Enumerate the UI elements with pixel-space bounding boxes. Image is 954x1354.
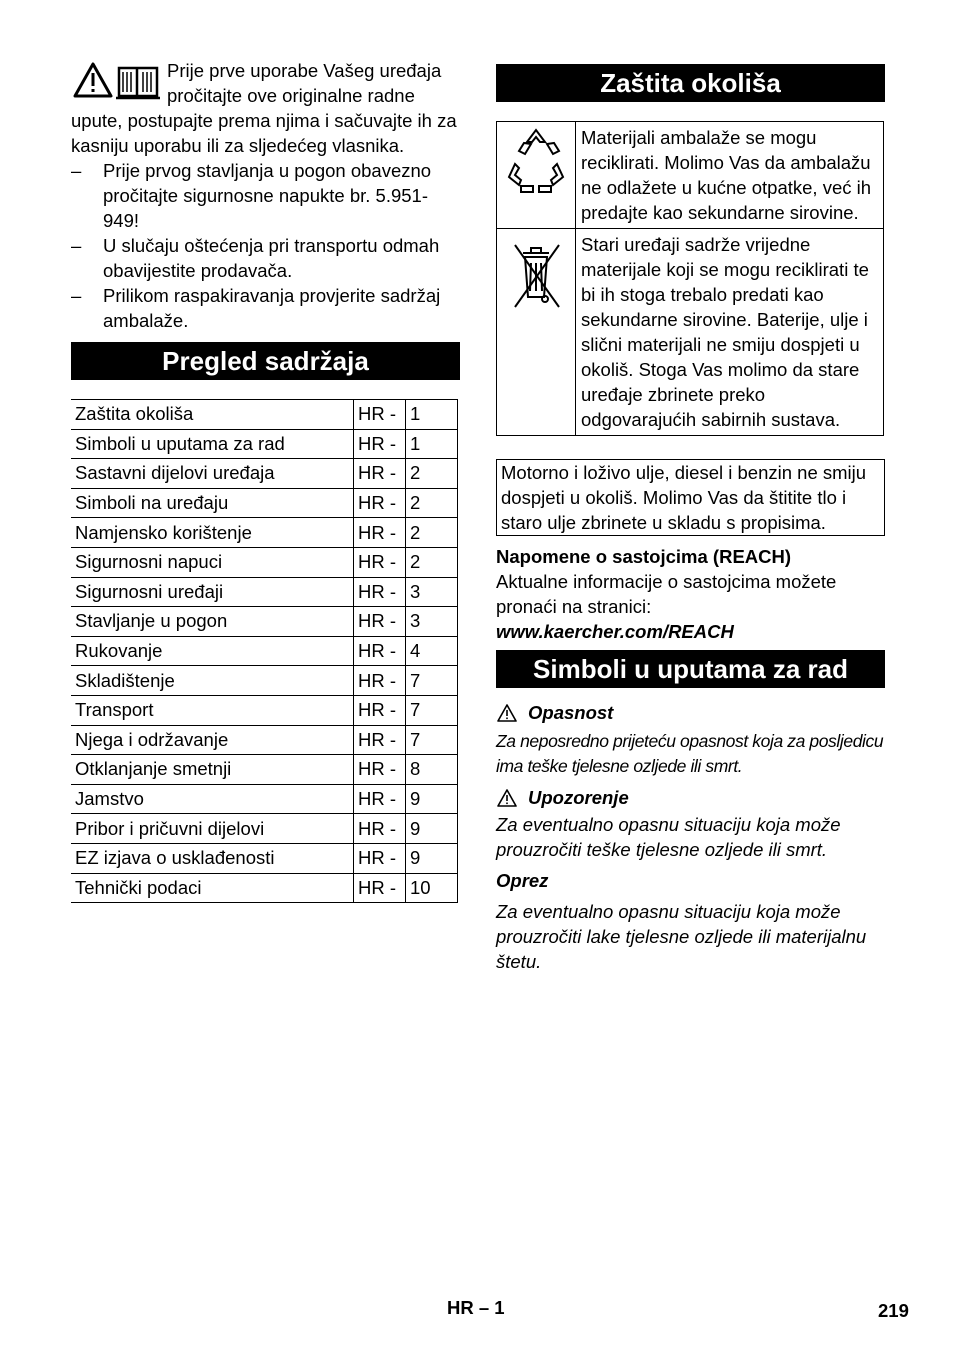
toc-prefix: HR - [354, 843, 406, 873]
toc-row [71, 695, 458, 725]
toc-row [71, 547, 458, 577]
intro-bullets [71, 158, 460, 333]
toc-page: 7 [406, 695, 458, 725]
toc-prefix: HR - [354, 429, 406, 459]
reach-link[interactable]: www.kaercher.com/REACH [496, 621, 734, 642]
toc-prefix: HR - [354, 518, 406, 548]
toc-row [71, 725, 458, 755]
toc-page: 8 [406, 755, 458, 785]
weee-text: Stari uređaji sadrže vrijedne materijale koji se mogu reciklirati te bi ih stoga trebalo predati kao sekundarne sirovine. Baterije, ulje i slični materijali ne smiju dospjeti u okoliš. Stoga Vas molimo da stare uređaje zbrinete preko odgovarajućih sabirnih sustava. [576, 229, 884, 436]
recycle-text: Materijali ambalaže se mogu reciklirati. Molimo Vas da ambalažu ne odlažete u kućne otpatke, već ih predajte kao sekundarne sirovine. [576, 122, 884, 229]
toc-label: Transport [71, 695, 354, 725]
environment-heading: Zaštita okoliša [496, 64, 885, 102]
list-item: – Prije prvog stavljanja u pogon obavezno pročitajte sigurnosne napukte br. 5.951-949! [71, 160, 432, 231]
toc-label: Jamstvo [71, 784, 354, 814]
toc-label: EZ izjava o usklađenosti [71, 843, 354, 873]
environment-table [496, 121, 884, 436]
toc-label: Njega i održavanje [71, 725, 354, 755]
caution-heading: Oprez [496, 870, 549, 891]
toc-label: Sastavni dijelovi uređaja [71, 459, 354, 489]
toc-page: 9 [406, 843, 458, 873]
toc-row [71, 459, 458, 489]
toc-label: Simboli u uputama za rad [71, 429, 354, 459]
symbols-heading: Simboli u uputama za rad [496, 650, 885, 688]
recycle-icon [497, 122, 575, 202]
reach-heading: Napomene o sastojcima (REACH) [496, 546, 792, 567]
toc-prefix: HR - [354, 577, 406, 607]
toc-row [71, 843, 458, 873]
intro-paragraph [71, 58, 460, 158]
toc-prefix: HR - [354, 459, 406, 489]
intro-icons [71, 58, 163, 108]
toc-row [71, 400, 458, 430]
warning-triangle-icon [496, 703, 518, 723]
toc-prefix: HR - [354, 725, 406, 755]
toc-label: Skladištenje [71, 666, 354, 696]
table-row [497, 229, 884, 436]
toc-page: 9 [406, 784, 458, 814]
page-number: 219 [878, 1300, 909, 1321]
toc-prefix: HR - [354, 636, 406, 666]
toc-row [71, 873, 458, 903]
toc-prefix: HR - [354, 666, 406, 696]
danger-heading: Opasnost [496, 700, 885, 725]
warning-triangle-icon [496, 788, 518, 808]
toc-page: 4 [406, 636, 458, 666]
intro-text: Prije prve uporabe Vašeg uređaja pročitajte ove originalne radne upute, postupajte prema njima i sačuvajte ih za kasniju uporabu ili za sljedećeg vlasnika. [71, 60, 457, 156]
toc-page: 1 [406, 400, 458, 430]
toc-row [71, 518, 458, 548]
recycle-icon-cell [497, 122, 576, 229]
toc-prefix: HR - [354, 488, 406, 518]
toc-row [71, 429, 458, 459]
toc-prefix: HR - [354, 755, 406, 785]
weee-icon-cell [497, 229, 576, 436]
toc-label: Simboli na uređaju [71, 488, 354, 518]
toc-row [71, 814, 458, 844]
table-row [497, 122, 884, 229]
toc-table [71, 399, 458, 903]
toc-prefix: HR - [354, 400, 406, 430]
toc-page: 2 [406, 459, 458, 489]
toc-page: 7 [406, 666, 458, 696]
toc-label: Pribor i pričuvni dijelovi [71, 814, 354, 844]
toc-label: Stavljanje u pogon [71, 607, 354, 637]
toc-page: 2 [406, 488, 458, 518]
toc-label: Zaštita okoliša [71, 400, 354, 430]
toc-row [71, 755, 458, 785]
list-item: – Prilikom raspakiravanja provjerite sadržaj ambalaže. [71, 285, 441, 331]
toc-prefix: HR - [354, 547, 406, 577]
toc-page: 10 [406, 873, 458, 903]
caution-text: Za eventualno opasnu situaciju koja može prouzročiti lake tjelesne ozljede ili materijalnu štetu. [496, 901, 867, 972]
danger-text: Za neposredno prijeteću opasnost koja za posljedicu ima teške tjelesne ozljede ili smrt. [496, 731, 884, 776]
toc-page: 7 [406, 725, 458, 755]
toc-label: Sigurnosni uređaji [71, 577, 354, 607]
toc-label: Namjensko korištenje [71, 518, 354, 548]
toc-heading: Pregled sadržaja [71, 342, 460, 380]
toc-row [71, 607, 458, 637]
toc-page: 2 [406, 518, 458, 548]
toc-row [71, 577, 458, 607]
oil-notice: Motorno i loživo ulje, diesel i benzin ne smiju dospjeti u okoliš. Molimo Vas da štitite tlo i staro ulje zbrinete u skladu s propisima. [496, 459, 885, 536]
warning-text: Za eventualno opasnu situaciju koja može prouzročiti teške tjelesne ozljede ili smrt. [496, 814, 841, 860]
toc-page: 1 [406, 429, 458, 459]
toc-page: 9 [406, 814, 458, 844]
toc-row [71, 784, 458, 814]
reach-text: Aktualne informacije o sastojcima možete pronaći na stranici: [496, 571, 837, 617]
toc-prefix: HR - [354, 695, 406, 725]
right-column [496, 58, 885, 974]
toc-label: Sigurnosni napuci [71, 547, 354, 577]
toc-prefix: HR - [354, 873, 406, 903]
warning-heading: Upozorenje [496, 785, 885, 810]
toc-prefix: HR - [354, 814, 406, 844]
toc-page: 3 [406, 607, 458, 637]
toc-prefix: HR - [354, 784, 406, 814]
crossed-bin-icon [497, 229, 575, 319]
left-column [71, 58, 460, 903]
list-item: – U slučaju oštećenja pri transportu odmah obavijestite prodavača. [71, 235, 440, 281]
warning-manual-icon [71, 58, 163, 102]
toc-label: Tehnički podaci [71, 873, 354, 903]
toc-page: 3 [406, 577, 458, 607]
toc-label: Otklanjanje smetnji [71, 755, 354, 785]
toc-row [71, 666, 458, 696]
toc-prefix: HR - [354, 607, 406, 637]
toc-row [71, 488, 458, 518]
footer-section: HR – 1 [447, 1297, 505, 1318]
toc-label: Rukovanje [71, 636, 354, 666]
toc-page: 2 [406, 547, 458, 577]
toc-row [71, 636, 458, 666]
